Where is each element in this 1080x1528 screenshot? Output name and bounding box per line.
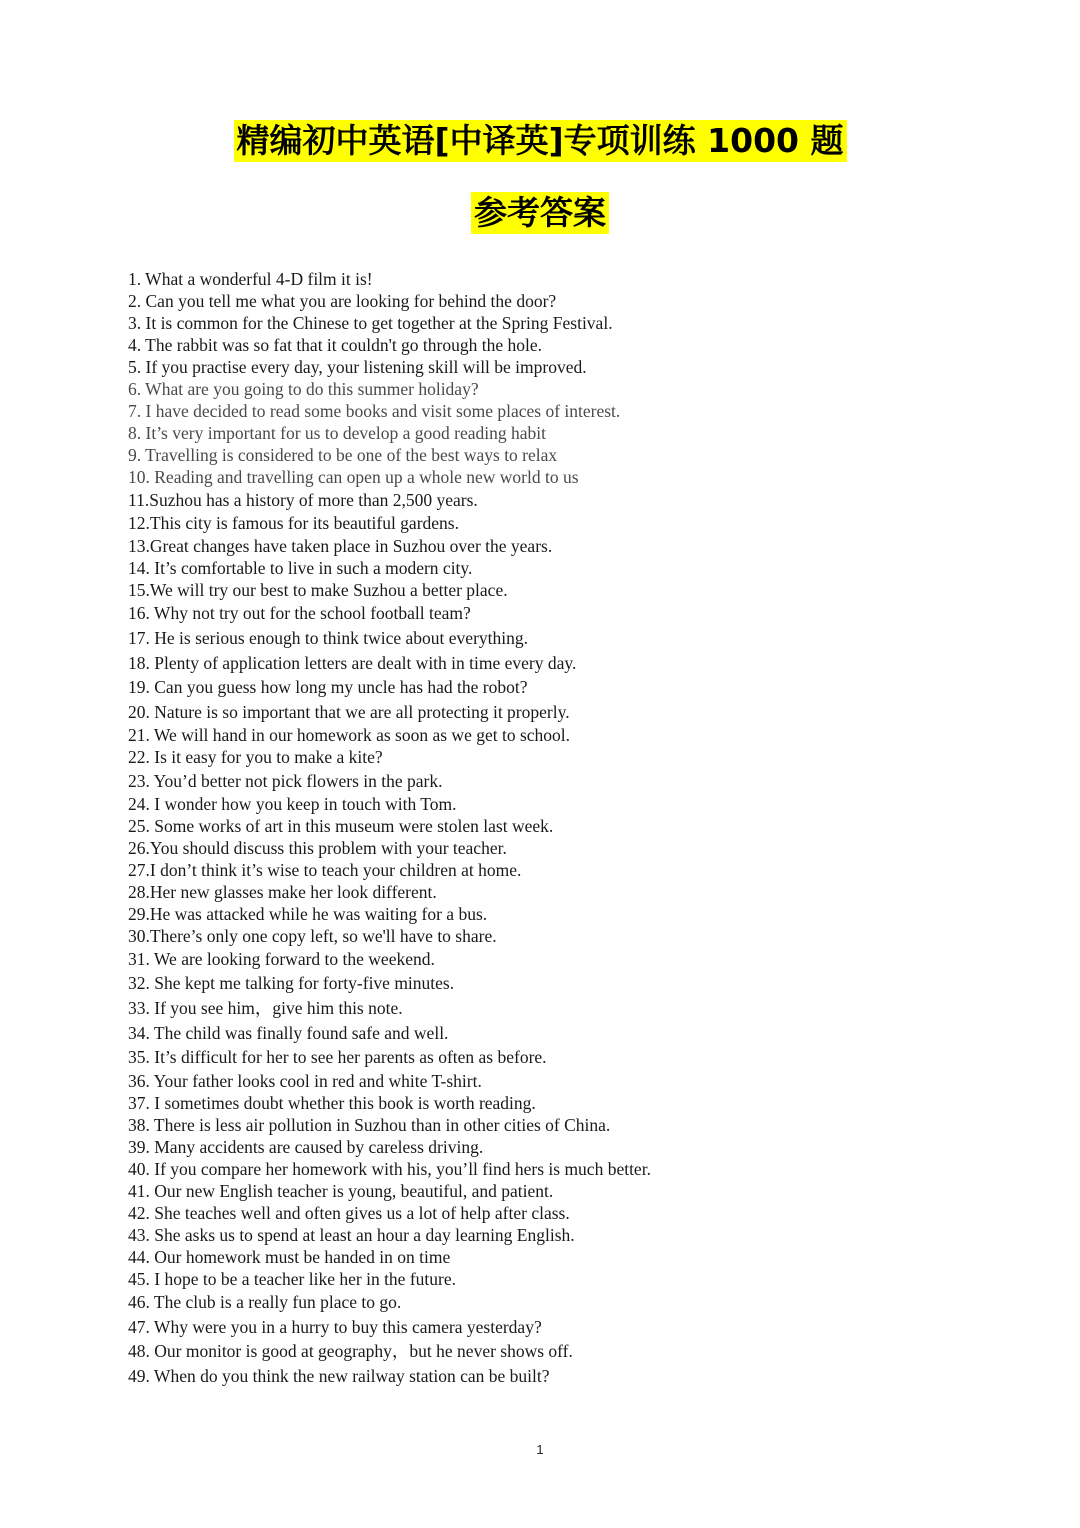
answer-item: 11.Suzhou has a history of more than 2,500 years. bbox=[128, 490, 478, 510]
answer-item: 33. If you see him，give him this note. bbox=[128, 998, 403, 1018]
answer-item: 10. Reading and travelling can open up a whole new world to us bbox=[128, 467, 579, 487]
answer-item: 46. The club is a really fun place to go. bbox=[128, 1292, 402, 1312]
answer-item: 23. You’d better not pick flowers in the park. bbox=[128, 771, 443, 791]
answer-item: 8. It’s very important for us to develop a good reading habit bbox=[128, 423, 546, 443]
answer-item: 17. He is serious enough to think twice about everything. bbox=[128, 628, 528, 648]
answer-item: 14. It’s comfortable to live in such a modern city. bbox=[128, 558, 473, 578]
answer-item: 42. She teaches well and often gives us a lot of help after class. bbox=[128, 1203, 570, 1223]
answer-item: 22. Is it easy for you to make a kite? bbox=[128, 747, 383, 767]
answer-item: 18. Plenty of application letters are dealt with in time every day. bbox=[128, 653, 577, 673]
answer-item: 4. The rabbit was so fat that it couldn't go through the hole. bbox=[128, 335, 543, 355]
answer-item: 1. What a wonderful 4-D film it is! bbox=[128, 269, 373, 289]
answer-item: 40. If you compare her homework with his, you’ll find hers is much better. bbox=[128, 1159, 651, 1179]
answer-item: 34. The child was finally found safe and well. bbox=[128, 1023, 449, 1043]
answer-item: 45. I hope to be a teacher like her in the future. bbox=[128, 1269, 456, 1289]
answer-item: 31. We are looking forward to the weekend. bbox=[128, 949, 435, 969]
answer-item: 3. It is common for the Chinese to get together at the Spring Festival. bbox=[128, 313, 613, 333]
answer-item: 25. Some works of art in this museum were stolen last week. bbox=[128, 816, 554, 836]
answer-item: 32. She kept me talking for forty-five minutes. bbox=[128, 973, 455, 993]
answer-item: 6. What are you going to do this summer holiday? bbox=[128, 379, 479, 399]
answer-item: 41. Our new English teacher is young, beautiful, and patient. bbox=[128, 1181, 554, 1201]
answer-item: 12.This city is famous for its beautiful gardens. bbox=[128, 513, 459, 533]
document-title: 精编初中英语[中译英]专项训练 1000 题 bbox=[234, 120, 847, 162]
answer-item: 35. It’s difficult for her to see her parents as often as before. bbox=[128, 1047, 547, 1067]
answer-item: 39. Many accidents are caused by careless driving. bbox=[128, 1137, 484, 1157]
answer-item: 28.Her new glasses make her look different. bbox=[128, 882, 437, 902]
document-subtitle-wrap bbox=[0, 192, 1080, 234]
answer-item: 37. I sometimes doubt whether this book is worth reading. bbox=[128, 1093, 536, 1113]
answer-item: 48. Our monitor is good at geography，but he never shows off. bbox=[128, 1341, 573, 1361]
answer-item: 43. She asks us to spend at least an hour a day learning English. bbox=[128, 1225, 575, 1245]
answer-item: 49. When do you think the new railway station can be built? bbox=[128, 1366, 550, 1386]
answer-item: 9. Travelling is considered to be one of the best ways to relax bbox=[128, 445, 558, 465]
answer-item: 19. Can you guess how long my uncle has had the robot? bbox=[128, 677, 528, 697]
page-number: 1 bbox=[536, 1442, 544, 1457]
answer-item: 36. Your father looks cool in red and white T-shirt. bbox=[128, 1071, 482, 1091]
document-subtitle: 参考答案 bbox=[471, 192, 609, 234]
answer-item: 44. Our homework must be handed in on time bbox=[128, 1247, 451, 1267]
answer-item: 24. I wonder how you keep in touch with Tom. bbox=[128, 794, 457, 814]
answer-item: 20. Nature is so important that we are all protecting it properly. bbox=[128, 702, 570, 722]
answer-item: 27.I don’t think it’s wise to teach your children at home. bbox=[128, 860, 522, 880]
answer-item: 2. Can you tell me what you are looking for behind the door? bbox=[128, 291, 557, 311]
answer-item: 29.He was attacked while he was waiting for a bus. bbox=[128, 904, 488, 924]
answer-item: 21. We will hand in our homework as soon as we get to school. bbox=[128, 725, 571, 745]
answer-item: 5. If you practise every day, your listening skill will be improved. bbox=[128, 357, 587, 377]
document-title-wrap bbox=[0, 120, 1080, 162]
answer-item: 38. There is less air pollution in Suzhou than in other cities of China. bbox=[128, 1115, 611, 1135]
answer-item: 7. I have decided to read some books and visit some places of interest. bbox=[128, 401, 621, 421]
answer-item: 26.You should discuss this problem with your teacher. bbox=[128, 838, 507, 858]
answer-item: 16. Why not try out for the school football team? bbox=[128, 603, 471, 623]
answer-item: 30.There’s only one copy left, so we'll have to share. bbox=[128, 926, 497, 946]
answer-item: 13.Great changes have taken place in Suzhou over the years. bbox=[128, 536, 553, 556]
answer-item: 47. Why were you in a hurry to buy this camera yesterday? bbox=[128, 1317, 542, 1337]
answer-item: 15.We will try our best to make Suzhou a better place. bbox=[128, 580, 508, 600]
